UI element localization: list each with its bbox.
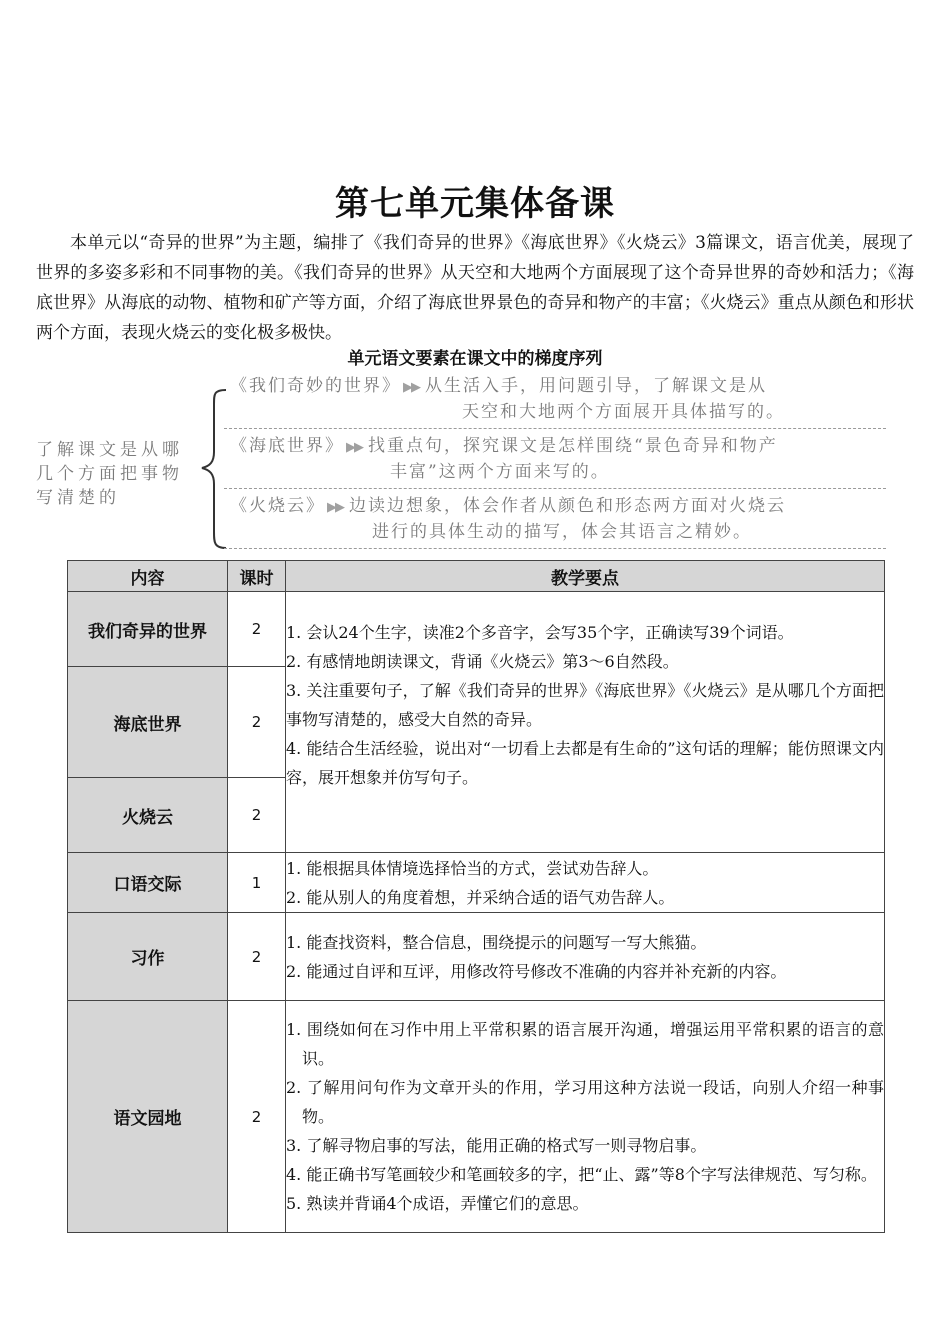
table-row bbox=[68, 592, 885, 667]
key-point: 4. 能结合生活经验，说出对“一切看上去都是有生命的”这句话的理解；能仿照课文内容，展开想象并仿写句子。 bbox=[286, 739, 884, 787]
row-hours: 2 bbox=[228, 592, 286, 667]
row-name: 语文园地 bbox=[68, 1001, 228, 1233]
branch-text-line2: 天空和大地两个方面展开具体描写的。 bbox=[462, 402, 785, 422]
branch-lesson: 《火烧云》 bbox=[230, 496, 325, 516]
row-hours: 2 bbox=[228, 913, 286, 1001]
double-arrow-icon: ▶▶ bbox=[346, 440, 362, 455]
page-title: 第七单元集体备课 bbox=[335, 184, 615, 224]
table-header-row bbox=[68, 561, 885, 592]
diagram-core-element: 了解课文是从哪几个方面把事物写清楚的 bbox=[36, 440, 183, 508]
lesson-plan-table bbox=[67, 560, 885, 1233]
row-hours: 1 bbox=[228, 853, 286, 913]
intro-paragraph: 本单元以“奇异的世界”为主题，编排了《我们奇异的世界》《海底世界》《火烧云》3篇课文，语言优美，展现了世界的多姿多彩和不同事物的美。《我们奇异的世界》从天空和大地两个方面展现了这个奇异世界的奇妙和活力；《海底世界》从海底的动物、植物和矿产等方面，介绍了海底世界景色的奇异和物产的丰富；《火烧云》重点从颜色和形状两个方面，表现火烧云的变化极多极快。 bbox=[36, 233, 914, 343]
key-point: 2. 能通过自评和互评，用修改符号修改不准确的内容并补充新的内容。 bbox=[286, 961, 787, 981]
dashed-divider bbox=[224, 548, 886, 549]
header-hours: 课时 bbox=[228, 561, 286, 592]
double-arrow-icon: ▶▶ bbox=[403, 380, 419, 395]
key-point: 1. 能根据具体情境选择恰当的方式，尝试劝告辞人。 bbox=[286, 858, 659, 878]
key-point: 4. 能正确书写笔画较少和笔画较多的字，把“止、露”等8个字写法律规范、写匀称。 bbox=[286, 1165, 877, 1184]
row-hours: 2 bbox=[228, 1001, 286, 1233]
branch-text-line1: 边读边想象，体会作者从颜色和形态两方面对火烧云 bbox=[349, 496, 786, 516]
diagram-branch-1 bbox=[230, 374, 910, 424]
header-content: 内容 bbox=[68, 561, 228, 592]
dashed-divider bbox=[224, 488, 886, 489]
table-row bbox=[68, 913, 885, 1001]
diagram-branch-3 bbox=[230, 494, 910, 544]
key-point: 2. 有感情地朗读课文，背诵《火烧云》第3～6自然段。 bbox=[286, 652, 679, 671]
key-point: 3. 关注重要句子，了解《我们奇异的世界》《海底世界》《火烧云》是从哪几个方面把事物写清楚的，感受大自然的奇异。 bbox=[286, 681, 884, 729]
key-point: 1. 能查找资料，整合信息，围绕提示的问题写一写大熊猫。 bbox=[286, 932, 707, 952]
dashed-divider bbox=[224, 428, 886, 429]
branch-text-line2: 进行的具体生动的描写，体会其语言之精妙。 bbox=[372, 522, 752, 542]
key-point: 1. 围绕如何在习作中用上平常积累的语言展开沟通，增强运用平常积累的语言的意识。 bbox=[286, 1020, 884, 1068]
oral-key-points bbox=[286, 853, 885, 913]
header-key-points: 教学要点 bbox=[286, 561, 885, 592]
branch-text-line1: 从生活入手，用问题引导，了解课文是从 bbox=[425, 376, 767, 396]
branch-text-line2: 丰富”这两个方面来写的。 bbox=[390, 462, 610, 482]
gradient-diagram bbox=[0, 372, 950, 554]
section-subtitle: 单元语文要素在课文中的梯度序列 bbox=[347, 349, 603, 369]
table-row bbox=[68, 1001, 885, 1233]
row-name: 海底世界 bbox=[68, 667, 228, 778]
row-hours: 2 bbox=[228, 778, 286, 853]
row-name: 习作 bbox=[68, 913, 228, 1001]
garden-key-points bbox=[286, 1001, 885, 1233]
branch-lesson: 《我们奇妙的世界》 bbox=[230, 376, 401, 396]
key-point: 5. 熟读并背诵4个成语，弄懂它们的意思。 bbox=[286, 1194, 589, 1213]
writing-key-points bbox=[286, 913, 885, 1001]
diagram-branch-2 bbox=[230, 434, 910, 484]
key-point: 2. 了解用问句作为文章开头的作用，学习用这种方法说一段话，向别人介绍一种事物。 bbox=[286, 1078, 884, 1126]
table-row bbox=[68, 853, 885, 913]
row-name: 口语交际 bbox=[68, 853, 228, 913]
shared-key-points bbox=[286, 592, 885, 853]
row-name: 火烧云 bbox=[68, 778, 228, 853]
row-hours: 2 bbox=[228, 667, 286, 778]
branch-text-line1: 找重点句，探究课文是怎样围绕“景色奇异和物产 bbox=[368, 436, 778, 456]
row-name: 我们奇异的世界 bbox=[68, 592, 228, 667]
key-point: 3. 了解寻物启事的写法，能用正确的格式写一则寻物启事。 bbox=[286, 1136, 707, 1155]
branch-lesson: 《海底世界》 bbox=[230, 436, 344, 456]
key-point: 2. 能从别人的角度着想，并采纳合适的语气劝告辞人。 bbox=[286, 887, 675, 907]
key-point: 1. 会认24个生字，读准2个多音字，会写35个字，正确读写39个词语。 bbox=[286, 623, 794, 642]
double-arrow-icon: ▶▶ bbox=[327, 500, 343, 515]
